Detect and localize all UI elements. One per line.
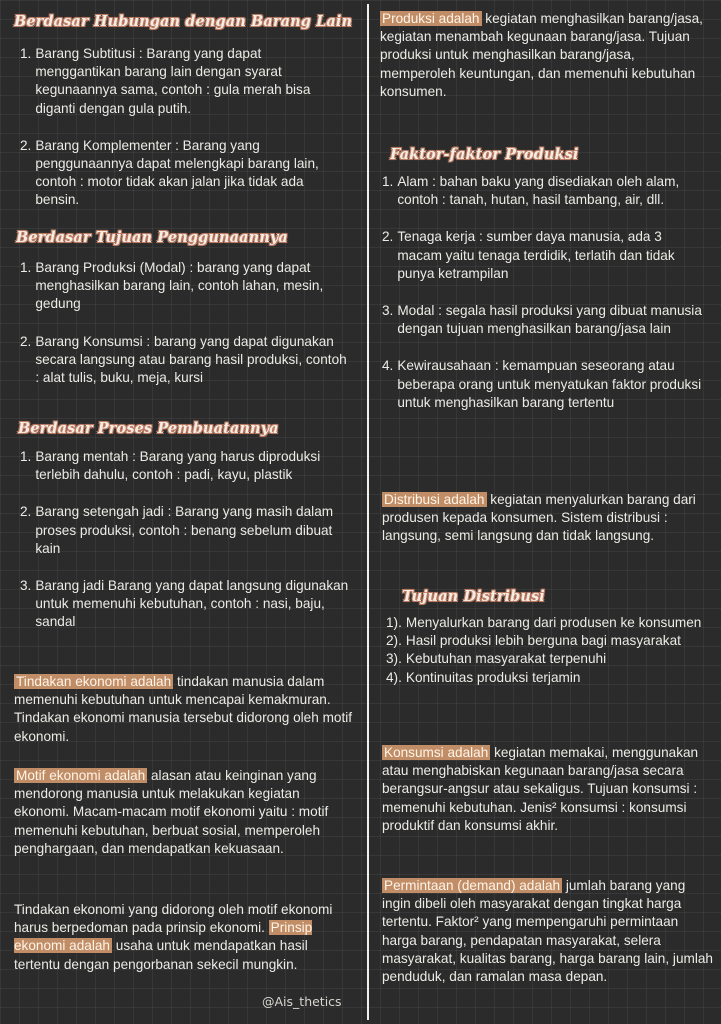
item-text: Barang Konsumsi : barang yang dapat digunakan secara langsung atau barang hasil produksi, contoh : alat tulis, buku, meja, kursi: [35, 333, 347, 386]
list-item: [386, 632, 708, 650]
item-text: Hasil produksi lebih berguna bagi masyarakat: [405, 633, 681, 649]
paragraph-text: alasan atau keinginan yang mendorong manusia untuk melakukan kegiatan ekonomi. Macam-macam motif ekonomi yaitu : motif memenuhi kebutuhan, berbuat sosial, memperoleh penghargaan, dan mendapatkan kekuasaan.: [14, 768, 329, 856]
list-item: [386, 669, 708, 687]
paragraph-text: jumlah barang yang ingin dibeli oleh masyarakat dengan tingkat harga tertentu. Faktor² yang mempengaruhi permintaan harga barang, pendapatan masyarakat, selera masyarakat, kualitas barang, harga barang lain, jumlah penduduk, dan ramalan masa depan.: [382, 878, 713, 985]
item-number: 2).: [386, 633, 402, 649]
item-number: 3).: [386, 651, 402, 667]
heading-faktor-produksi: Faktor-faktor Produksi: [390, 146, 579, 163]
item-text: Barang Komplementer : Barang yang penggunaannya dapat melengkapi barang lain, contoh : motor tidak akan jalan jika tidak ada bensin.: [35, 137, 319, 208]
paragraph-konsumsi: [382, 744, 714, 835]
paragraph-text: kegiatan memakai, menggunakan atau menghabiskan kegunaan barang/jasa secara berangsur-angsur atau sekaligus. Tujuan konsumsi : memenuhi kebutuhan. Jenis² konsumsi : konsumsi produktif dan konsumsi akhir.: [382, 745, 699, 833]
heading-tujuan-penggunaan: Berdasar Tujuan Penggunaannya: [16, 229, 288, 246]
list-item: [386, 650, 708, 668]
list-tujuan-distribusi: [386, 614, 708, 687]
list-item: [20, 259, 350, 314]
list-item: [382, 302, 710, 338]
column-divider: [367, 4, 369, 1020]
list-faktor-produksi: [382, 173, 710, 412]
highlight-motif-ekonomi: Motif ekonomi adalah: [16, 768, 146, 783]
paragraph-permintaan: [382, 877, 714, 986]
paragraph-tindakan-ekonomi: [14, 673, 354, 746]
item-number: 1.: [20, 449, 32, 464]
item-number: 4.: [382, 358, 394, 374]
highlight-permintaan: Permintaan (demand) adalah: [384, 878, 561, 893]
item-number: 2.: [382, 229, 394, 245]
item-number: 2.: [20, 504, 32, 520]
list-item: [20, 503, 350, 558]
highlight-produksi: Produksi adalah: [382, 11, 480, 26]
item-text: Modal : segala hasil produksi yang dibuat manusia dengan tujuan menghasilkan barang/jasa lain: [397, 303, 702, 337]
item-number: 3.: [382, 303, 394, 319]
item-number: 4).: [386, 669, 402, 685]
paragraph-text: tindakan manusia dalam memenuhi kebutuhan untuk mencapai kemakmuran. Tindakan ekonomi manusia tersebut didorong oleh motif ekonomi.: [14, 674, 353, 744]
item-number: 2.: [20, 137, 32, 153]
item-text: Barang Subtitusi : Barang yang dapat menggantikan barang lain dengan syarat kegunaannya sama, contoh : gula merah bisa diganti dengan gula putih.: [35, 46, 311, 116]
item-text: Barang setengah jadi : Barang yang masih dalam proses produksi, contoh : benang sebelum dibuat kain: [35, 504, 334, 556]
paragraph-distribusi: [382, 491, 712, 546]
paragraph-prinsip-ekonomi: [14, 901, 354, 974]
highlight-konsumsi: Konsumsi adalah: [384, 745, 489, 760]
list-hubungan-barang: [20, 45, 350, 210]
item-text: Tenaga kerja : sumber daya manusia, ada 3 macam yaitu tenaga terdidik, terlatih dan tidak punya ketrampilan: [397, 229, 675, 281]
list-item: [20, 448, 350, 484]
paragraph-text: kegiatan menyalurkan barang dari produsen kepada konsumen. Sistem distribusi : langsung, semi langsung dan tidak langsung.: [382, 492, 696, 544]
item-text: Barang Produksi (Modal) : barang yang dapat menghasilkan barang lain, contoh lahan, mesin, gedung: [35, 260, 324, 312]
list-item: [20, 45, 350, 118]
paragraph-text: usaha untuk mendapatkan hasil tertentu dengan pengorbanan sekecil mungkin.: [14, 938, 308, 972]
heading-proses-pembuatan: Berdasar Proses Pembuatannya: [18, 420, 279, 437]
item-text: Menyalurkan barang dari produsen ke konsumen: [405, 615, 702, 630]
list-item: [20, 577, 350, 632]
list-item: [382, 173, 710, 209]
paragraph-text: Tindakan ekonomi yang didorong oleh motif ekonomi harus berpedoman pada prinsip ekonomi.: [14, 902, 333, 936]
list-item: [382, 357, 710, 412]
paragraph-text: kegiatan menghasilkan barang/jasa, kegiatan menambah kegunaan barang/jasa. Tujuan produksi untuk menghasilkan barang/jasa, memperoleh keuntungan, dan memenuhi kebutuhan konsumen.: [380, 11, 703, 99]
paragraph-produksi: [380, 10, 710, 101]
item-number: 1.: [382, 174, 394, 189]
list-tujuan-penggunaan: [20, 259, 350, 387]
item-text: Kewirausahaan : kemampuan seseorang atau beberapa orang untuk menyatukan faktor produksi untuk menghasilkan barang tertentu: [397, 358, 702, 410]
item-text: Barang jadi Barang yang dapat langsung digunakan untuk memenuhi kebutuhan, contoh : nasi, baju, sandal: [35, 578, 349, 630]
paragraph-motif-ekonomi: [14, 767, 354, 858]
item-text: Alam : bahan baku yang disediakan oleh alam, contoh : tanah, hutan, hasil tambang, air, dll.: [397, 174, 680, 208]
heading-tujuan-distribusi: Tujuan Distribusi: [402, 588, 545, 605]
item-number: 1).: [386, 615, 402, 630]
item-number: 1.: [20, 46, 32, 61]
item-text: Kebutuhan masyarakat terpenuhi: [405, 651, 607, 667]
highlight-distribusi: Distribusi adalah: [384, 492, 485, 507]
highlight-tindakan-ekonomi: Tindakan ekonomi adalah: [16, 674, 172, 689]
item-text: Barang mentah : Barang yang harus diproduksi terlebih dahulu, contoh : padi, kayu, plastik: [35, 449, 321, 483]
item-number: 3.: [20, 578, 32, 594]
highlight-prinsip-ekonomi: Prinsip ekonomi adalah: [14, 920, 313, 954]
list-item: [386, 614, 708, 632]
heading-hubungan-barang: Berdasar Hubungan dengan Barang Lain: [14, 13, 353, 30]
author-signature: @Ais_thetics: [262, 994, 342, 1009]
list-item: [20, 137, 350, 210]
list-item: [20, 333, 350, 388]
list-item: [382, 228, 710, 283]
list-proses-pembuatan: [20, 448, 350, 632]
item-number: 2.: [20, 333, 32, 349]
item-text: Kontinuitas produksi terjamin: [405, 669, 581, 685]
item-number: 1.: [20, 260, 32, 275]
